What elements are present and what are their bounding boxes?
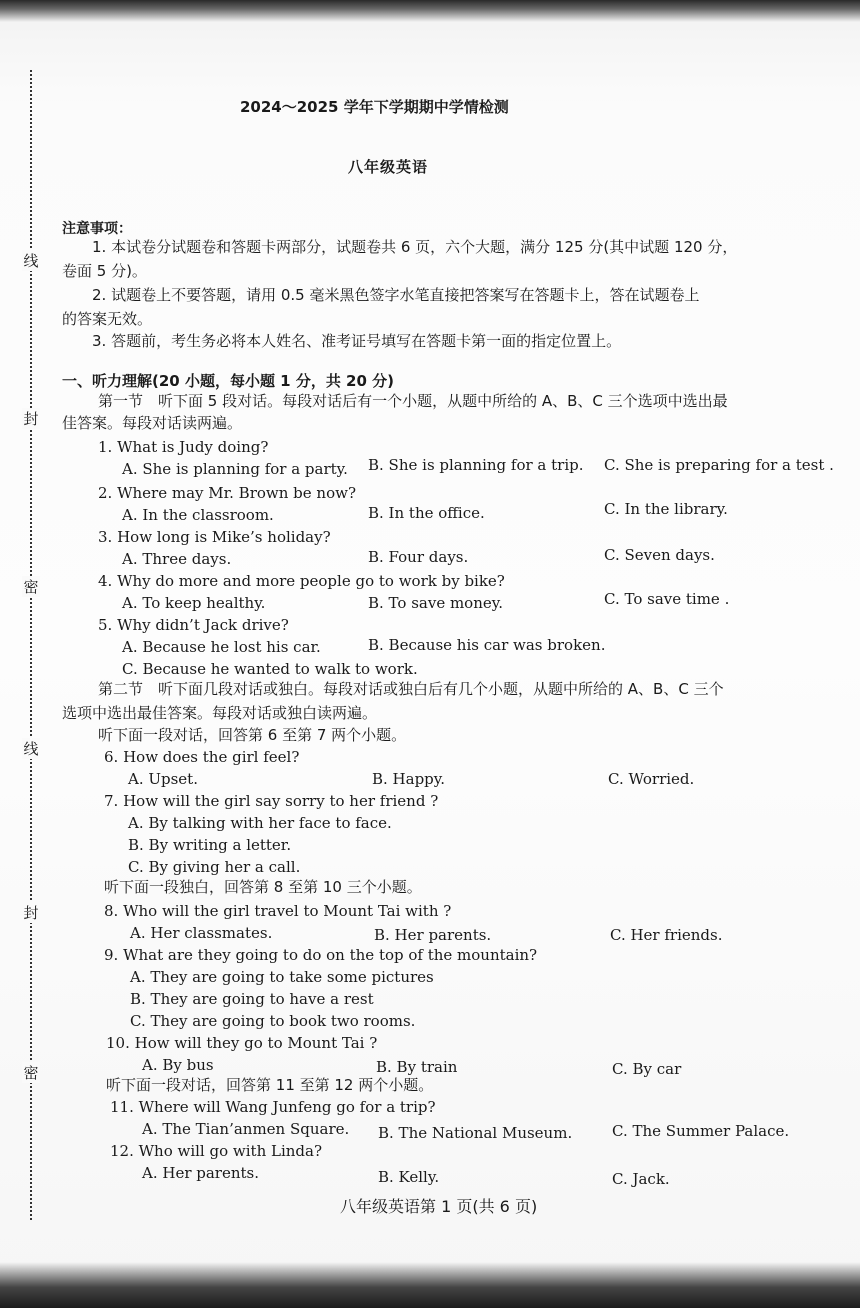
question-stem: 8. Who will the girl travel to Mount Tai with ? — [104, 902, 452, 920]
exam-title: 2024～2025 学年下学期期中学情检测 — [240, 98, 509, 116]
dialogue-instruction: 听下面一段对话，回答第 11 至第 12 两个小题。 — [106, 1076, 434, 1094]
question-stem: 4. Why do more and more people go to work by bike? — [98, 572, 505, 590]
part2-instruction: 第二节 听下面几段对话或独白。每段对话或独白后有几个小题，从题中所给的 A、B、C 三个 — [98, 680, 724, 698]
option-b: B. By train — [376, 1058, 458, 1076]
monologue-instruction: 听下面一段独白，回答第 8 至第 10 三个小题。 — [104, 878, 422, 896]
option-a: A. Three days. — [122, 550, 232, 568]
option-b: B. To save money. — [368, 594, 503, 612]
notice-item-1: 1. 本试卷分试题卷和答题卡两部分，试题卷共 6 页，六个大题，满分 125 分(其中试题 120 分， — [92, 238, 738, 256]
option-a: A. Her classmates. — [130, 924, 273, 942]
option-c: C. Worried. — [608, 770, 695, 788]
question-stem: 1. What is Judy doing? — [98, 438, 269, 456]
option-b: B. By writing a letter. — [128, 836, 292, 854]
option-a: A. By bus — [142, 1056, 214, 1074]
notice-item-3: 3. 答题前，考生务必将本人姓名、准考证号填写在答题卡第一面的指定位置上。 — [92, 332, 622, 350]
scan-shadow-bottom — [0, 1262, 860, 1308]
subject-title: 八年级英语 — [348, 158, 429, 176]
question-stem: 7. How will the girl say sorry to her friend ? — [104, 792, 439, 810]
question-stem: 12. Who will go with Linda? — [110, 1142, 322, 1160]
option-c: C. Seven days. — [604, 546, 715, 564]
binding-dotted-line — [30, 70, 32, 1220]
option-c: C. She is preparing for a test . — [604, 456, 834, 474]
option-b: B. She is planning for a trip. — [368, 456, 584, 474]
option-c: C. By giving her a call. — [128, 858, 301, 876]
option-b: B. Happy. — [372, 770, 446, 788]
question-stem: 2. Where may Mr. Brown be now? — [98, 484, 356, 502]
option-c: C. In the library. — [604, 500, 728, 518]
question-stem: 6. How does the girl feel? — [104, 748, 300, 766]
section-heading: 一、听力理解(20 小题，每小题 1 分，共 20 分) — [62, 372, 395, 390]
option-a: A. The Tian’anmen Square. — [142, 1120, 350, 1138]
option-b: B. The National Museum. — [378, 1124, 573, 1142]
question-stem: 9. What are they going to do on the top of the mountain? — [104, 946, 538, 964]
option-a: A. By talking with her face to face. — [128, 814, 392, 832]
dialogue-instruction: 听下面一段对话，回答第 6 至第 7 两个小题。 — [98, 726, 407, 744]
option-c: C. Jack. — [612, 1170, 670, 1188]
option-b: B. Because his car was broken. — [368, 636, 606, 654]
option-c: C. They are going to book two rooms. — [130, 1012, 416, 1030]
part1-instruction: 第一节 听下面 5 段对话。每段对话后有一个小题，从题中所给的 A、B、C 三个选项中选出最 — [98, 392, 728, 410]
binding-mark: 封 — [23, 904, 39, 922]
notice-heading: 注意事项： — [62, 221, 132, 237]
option-a: A. They are going to take some pictures — [130, 968, 434, 986]
option-c: C. Because he wanted to walk to work. — [122, 660, 418, 678]
option-b: B. They are going to have a rest — [130, 990, 374, 1008]
option-a: A. In the classroom. — [122, 506, 274, 524]
option-c: C. Her friends. — [610, 926, 723, 944]
notice-item-1-cont: 卷面 5 分)。 — [62, 262, 147, 280]
binding-mark: 封 — [23, 410, 39, 428]
option-b: B. Four days. — [368, 548, 469, 566]
option-b: B. Her parents. — [374, 926, 492, 944]
page-footer: 八年级英语第 1 页(共 6 页) — [340, 1197, 538, 1216]
option-a: A. She is planning for a party. — [122, 460, 348, 478]
question-stem: 10. How will they go to Mount Tai ? — [106, 1034, 378, 1052]
question-stem: 5. Why didn’t Jack drive? — [98, 616, 289, 634]
notice-item-2-cont: 的答案无效。 — [62, 310, 153, 328]
scan-shadow-top — [0, 0, 860, 22]
option-b: B. Kelly. — [378, 1168, 440, 1186]
option-a: A. Upset. — [128, 770, 198, 788]
part1-instruction-cont: 佳答案。每段对话读两遍。 — [62, 414, 243, 432]
option-a: A. Her parents. — [142, 1164, 260, 1182]
option-c: C. By car — [612, 1060, 682, 1078]
binding-mark: 线 — [23, 252, 39, 270]
option-b: B. In the office. — [368, 504, 485, 522]
notice-item-2: 2. 试题卷上不要答题，请用 0.5 毫米黑色签字水笔直接把答案写在答题卡上，答在试题卷上 — [92, 286, 700, 304]
option-a: A. To keep healthy. — [122, 594, 266, 612]
option-c: C. To save time . — [604, 590, 730, 608]
binding-mark: 线 — [23, 740, 39, 758]
option-a: A. Because he lost his car. — [122, 638, 321, 656]
question-stem: 11. Where will Wang Junfeng go for a trip? — [110, 1098, 436, 1116]
option-c: C. The Summer Palace. — [612, 1122, 790, 1140]
question-stem: 3. How long is Mike’s holiday? — [98, 528, 331, 546]
part2-instruction-cont: 选项中选出最佳答案。每段对话或独白读两遍。 — [62, 704, 378, 722]
binding-mark: 密 — [23, 578, 39, 596]
binding-mark: 密 — [23, 1064, 39, 1082]
